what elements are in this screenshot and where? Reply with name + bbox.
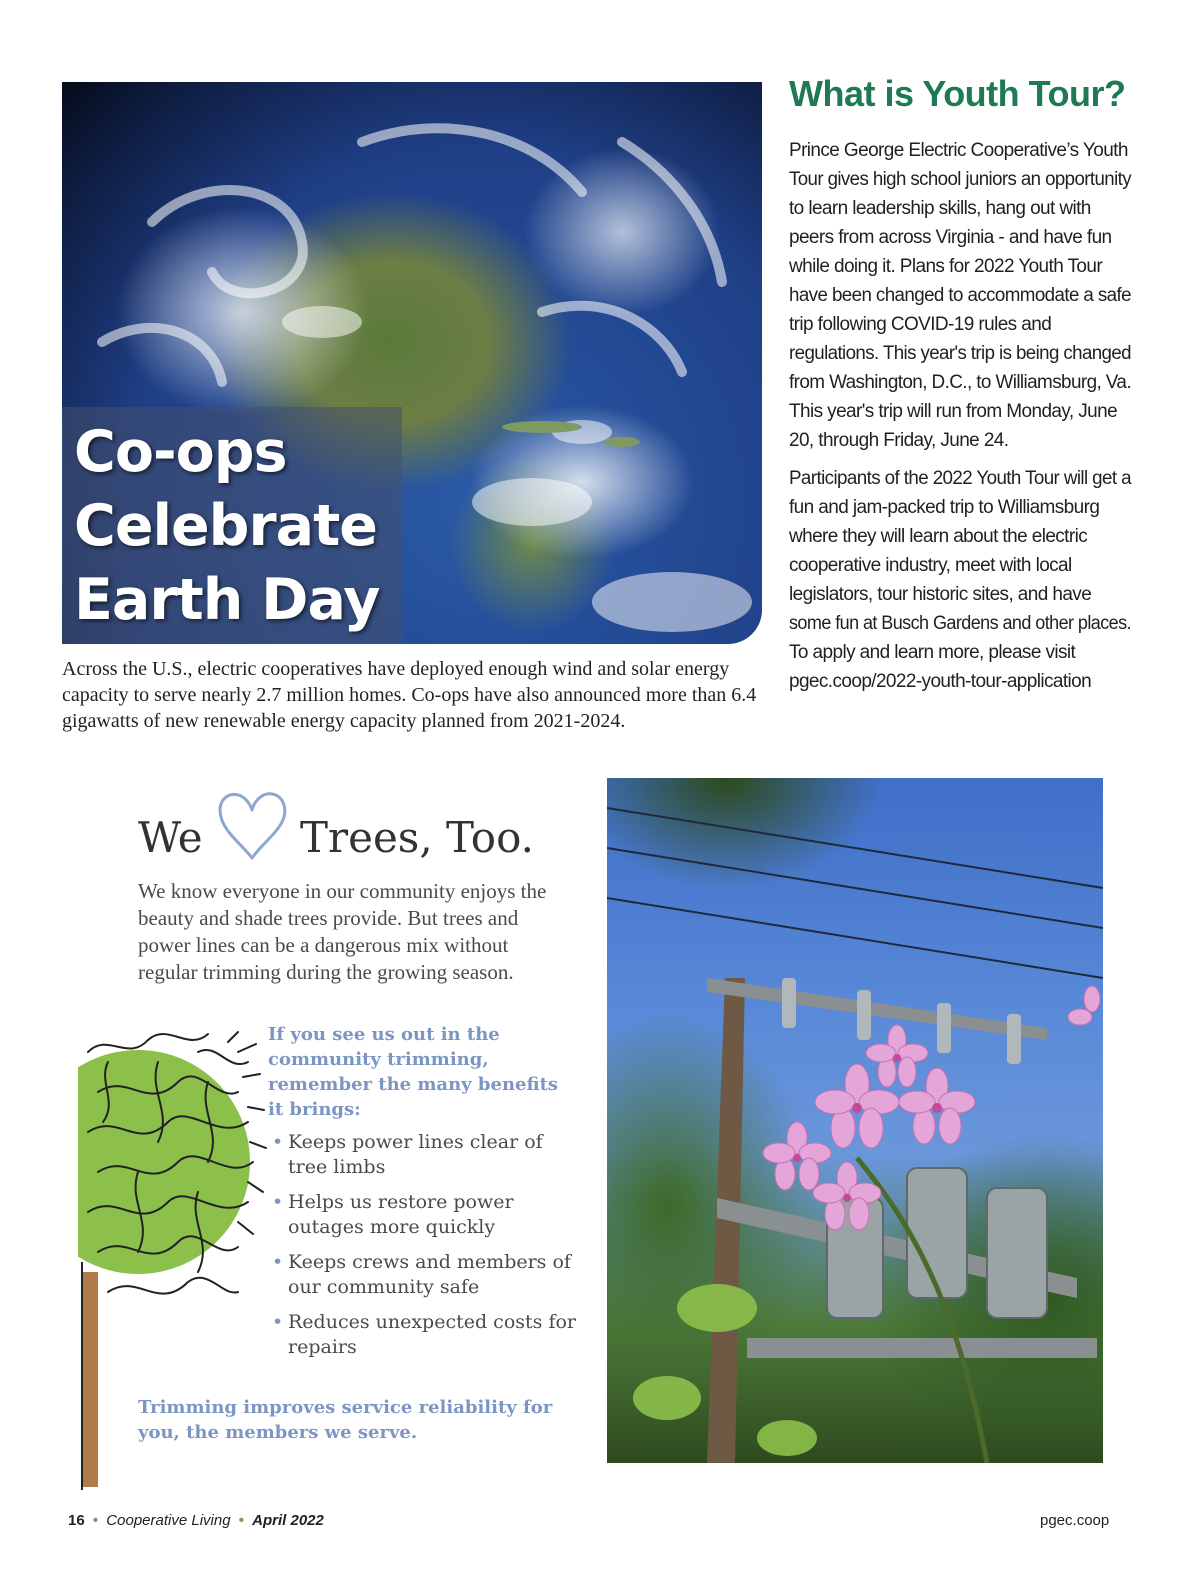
- bullet: •: [272, 1251, 284, 1273]
- benefit-item: [268, 1190, 578, 1240]
- footer-separator: •: [238, 1512, 244, 1529]
- headline-line-1: Co-ops: [74, 419, 287, 485]
- yt-p1-line: Tour gives high school juniors an opportunity: [789, 169, 1131, 190]
- trees-heading: [138, 808, 578, 868]
- trees-lead: If you see us out in the community trimming, remember the many benefits it brings:: [268, 1024, 559, 1120]
- tree-illustration: [78, 1022, 268, 1492]
- benefit-text: Reduces unexpected costs for repairs: [288, 1311, 576, 1358]
- trees-intro: We know everyone in our community enjoys the beauty and shade trees provide. But trees and power lines can be a dangerous mix without regular trimming during the growing season.: [138, 879, 547, 984]
- footer-separator: •: [92, 1512, 99, 1529]
- magazine-name: Cooperative Living: [106, 1512, 231, 1529]
- yt-p1-line: Prince George Electric Cooperative’s Youth: [789, 140, 1128, 161]
- headline-line-3: Earth Day: [74, 567, 380, 633]
- yt-p1-line: 20, through Friday, June 24.: [789, 430, 1009, 451]
- benefit-text: Helps us restore power outages more quickly: [288, 1191, 514, 1238]
- youth-tour-body: [789, 136, 1139, 705]
- benefit-item: [268, 1130, 578, 1180]
- yt-p1-line: to learn leadership skills, hang out with: [789, 198, 1091, 219]
- benefit-item: [268, 1310, 578, 1360]
- yt-p2-line: Participants of the 2022 Youth Tour will get a: [789, 468, 1131, 489]
- yt-p2-line: legislators, tour historic sites, and have: [789, 584, 1092, 605]
- youth-tour-link[interactable]: pgec.coop/2022-youth-tour-application: [789, 671, 1092, 692]
- benefits-list: [268, 1130, 578, 1370]
- bullet: •: [272, 1191, 284, 1213]
- youth-tour-paragraph-2: [789, 464, 1139, 696]
- earth-day-headline: [62, 407, 402, 644]
- trees-heading-we: We: [138, 813, 203, 862]
- bullet: •: [272, 1131, 284, 1153]
- benefit-item: [268, 1250, 578, 1300]
- footer-left: [68, 1512, 324, 1529]
- earth-day-caption: Across the U.S., electric cooperatives have deployed enough wind and solar energy capacity to serve nearly 2.7 million homes. Co-ops have also announced more than 6.4 gigawatts of new renewable energy capacity planned from 2021-2024.: [62, 658, 757, 732]
- benefit-text: Keeps crews and members of our community safe: [288, 1251, 571, 1298]
- yt-p1-line: regulations. This year's trip is being changed: [789, 343, 1131, 364]
- trees-heading-rest: Trees, Too.: [300, 813, 534, 862]
- youth-tour-title: What is Youth Tour?: [789, 73, 1126, 114]
- footer-website[interactable]: pgec.coop: [1040, 1512, 1110, 1529]
- headline-line-2: Celebrate: [74, 493, 377, 559]
- yt-p1-line: trip following COVID-19 rules and: [789, 314, 1052, 335]
- yt-p1-line: from Washington, D.C., to Williamsburg, Va.: [789, 372, 1131, 393]
- yt-p1-line: have been changed to accommodate a safe: [789, 285, 1131, 306]
- heart-icon: [212, 786, 292, 866]
- page-number: 16: [68, 1512, 85, 1529]
- benefit-text: Keeps power lines clear of tree limbs: [288, 1131, 543, 1178]
- yt-p2-line: where they will learn about the electric: [789, 526, 1088, 547]
- earth-day-image: [62, 82, 762, 644]
- yt-p2-line: cooperative industry, meet with local: [789, 555, 1072, 576]
- bullet: •: [272, 1311, 284, 1333]
- yt-p2-line: fun and jam-packed trip to Williamsburg: [789, 497, 1100, 518]
- yt-p2-line: some fun at Busch Gardens and other places.: [789, 613, 1131, 634]
- yt-p1-line: peers from across Virginia - and have fun: [789, 227, 1112, 248]
- power-line-photo: [607, 778, 1103, 1463]
- yt-p2-line: To apply and learn more, please visit: [789, 642, 1076, 663]
- yt-p1-line: while doing it. Plans for 2022 Youth Tour: [789, 256, 1103, 277]
- issue-date: April 2022: [252, 1512, 324, 1529]
- yt-p1-line: This year's trip will run from Monday, June: [789, 401, 1118, 422]
- trees-closing: Trimming improves service reliability for you, the members we serve.: [138, 1397, 553, 1443]
- power-pole-art: [607, 778, 1103, 1463]
- youth-tour-paragraph-1: [789, 136, 1139, 455]
